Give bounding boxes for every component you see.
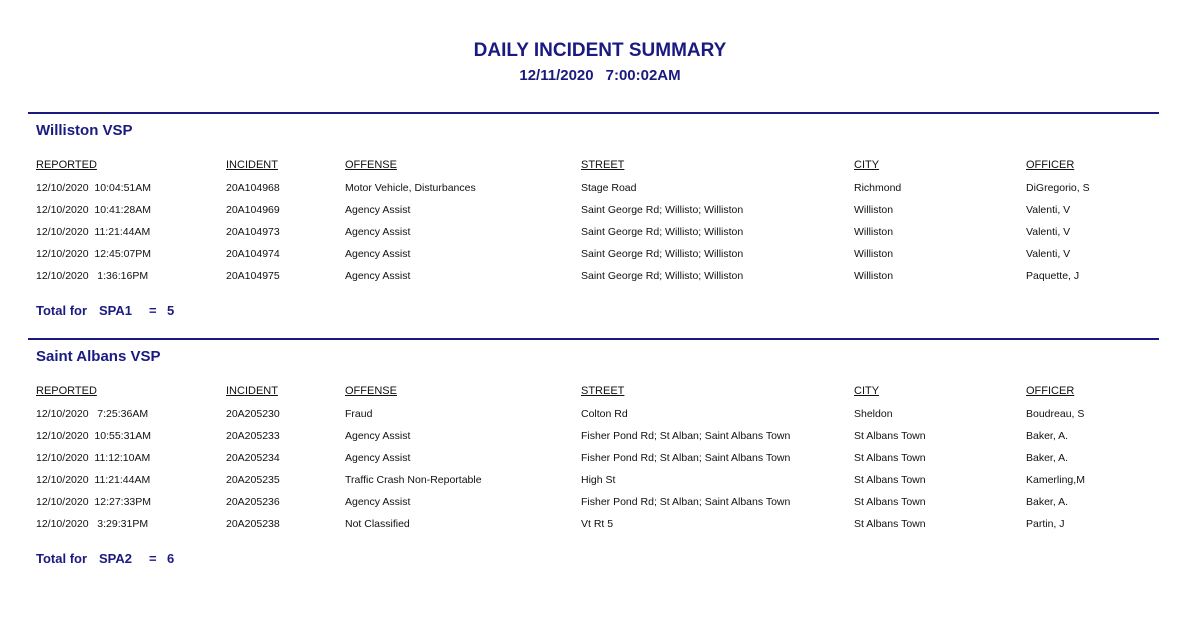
cell-incident: 20A205230 [226,408,280,420]
column-header-city: CITY [854,385,880,397]
section-total [36,303,174,318]
cell-officer: Kamerling,M [1026,474,1085,486]
cell-street: Saint George Rd; Willisto; Williston [581,226,744,238]
cell-offense: Agency Assist [345,452,411,464]
cell-city: Richmond [854,182,902,194]
report-datetime [0,67,1200,84]
table-row [28,518,1159,534]
cell-offense: Traffic Crash Non-Reportable [345,474,482,486]
total-count: 6 [167,551,175,566]
cell-offense: Agency Assist [345,496,411,508]
cell-reported: 12/10/2020 3:29:31PM [36,518,149,530]
table-row [28,248,1159,264]
cell-offense: Not Classified [345,518,410,530]
section-total [36,551,174,566]
cell-offense: Agency Assist [345,248,411,260]
cell-street: Fisher Pond Rd; St Alban; Saint Albans Town [581,430,791,442]
table-row [28,496,1159,512]
column-header-offense: OFFENSE [345,385,397,397]
cell-officer: DiGregorio, S [1026,182,1090,194]
cell-city: Sheldon [854,408,893,420]
section-title: Saint Albans VSP [36,348,161,365]
total-code: SPA1 [99,303,132,318]
cell-street: Vt Rt 5 [581,518,614,530]
table-row [28,182,1159,198]
column-header-offense: OFFENSE [345,159,397,171]
column-header-officer: OFFICER [1026,159,1075,171]
cell-reported: 12/10/2020 10:41:28AM [36,204,152,216]
cell-incident: 20A104969 [226,204,280,216]
cell-offense: Fraud [345,408,373,420]
total-label: Total for [36,303,88,318]
cell-reported: 12/10/2020 11:12:10AM [36,452,151,464]
report-title: DAILY INCIDENT SUMMARY [473,40,727,61]
cell-officer: Valenti, V [1026,226,1071,238]
cell-city: Williston [854,204,894,216]
cell-street: Saint George Rd; Willisto; Williston [581,270,744,282]
cell-offense: Agency Assist [345,226,411,238]
cell-reported: 12/10/2020 12:27:33PM [36,496,152,508]
section-williston [28,112,1159,332]
cell-city: Williston [854,226,894,238]
cell-city: St Albans Town [854,452,926,464]
cell-incident: 20A205235 [226,474,280,486]
cell-reported: 12/10/2020 11:21:44AM [36,226,151,238]
cell-incident: 20A104968 [226,182,280,194]
cell-street: Colton Rd [581,408,628,420]
column-header-city: CITY [854,159,880,171]
column-headers [28,159,1159,175]
column-header-officer: OFFICER [1026,385,1075,397]
cell-street: High St [581,474,616,486]
table-row [28,452,1159,468]
cell-city: Williston [854,248,894,260]
cell-city: St Albans Town [854,474,926,486]
section-divider [28,338,1159,340]
column-headers [28,385,1159,401]
cell-reported: 12/10/2020 7:25:36AM [36,408,149,420]
section-title: Williston VSP [36,122,133,139]
cell-officer: Boudreau, S [1026,408,1085,420]
cell-reported: 12/10/2020 1:36:16PM [36,270,149,282]
column-header-street: STREET [581,159,625,171]
cell-offense: Motor Vehicle, Disturbances [345,182,476,194]
cell-reported: 12/10/2020 10:04:51AM [36,182,152,194]
cell-incident: 20A205233 [226,430,280,442]
cell-city: St Albans Town [854,496,926,508]
column-header-incident: INCIDENT [226,385,278,397]
total-label: Total for [36,551,88,566]
cell-street: Fisher Pond Rd; St Alban; Saint Albans Town [581,452,791,464]
table-row [28,408,1159,424]
cell-offense: Agency Assist [345,430,411,442]
cell-street: Saint George Rd; Willisto; Williston [581,248,744,260]
cell-incident: 20A205238 [226,518,280,530]
cell-street: Fisher Pond Rd; St Alban; Saint Albans Town [581,496,791,508]
cell-officer: Valenti, V [1026,204,1071,216]
cell-officer: Baker, A. [1026,430,1069,442]
total-count: 5 [167,303,175,318]
cell-reported: 12/10/2020 10:55:31AM [36,430,152,442]
table-row [28,430,1159,446]
report-date: 12/11/2020 [519,67,594,84]
section-divider [28,112,1159,114]
cell-incident: 20A104974 [226,248,280,260]
cell-street: Saint George Rd; Willisto; Williston [581,204,744,216]
total-equals: = [149,551,157,566]
cell-reported: 12/10/2020 11:21:44AM [36,474,151,486]
cell-incident: 20A205236 [226,496,280,508]
cell-officer: Baker, A. [1026,496,1069,508]
total-equals: = [149,303,157,318]
column-header-reported: REPORTED [36,159,97,171]
cell-incident: 20A104973 [226,226,280,238]
cell-reported: 12/10/2020 12:45:07PM [36,248,152,260]
cell-incident: 20A205234 [226,452,280,464]
cell-officer: Valenti, V [1026,248,1071,260]
cell-officer: Baker, A. [1026,452,1069,464]
cell-city: St Albans Town [854,430,926,442]
cell-city: Williston [854,270,894,282]
table-row [28,474,1159,490]
table-row [28,204,1159,220]
cell-offense: Agency Assist [345,270,411,282]
total-code: SPA2 [99,551,132,566]
table-row [28,226,1159,242]
cell-officer: Paquette, J [1026,270,1080,282]
cell-city: St Albans Town [854,518,926,530]
column-header-reported: REPORTED [36,385,97,397]
section-saint-albans [28,338,1159,578]
column-header-incident: INCIDENT [226,159,278,171]
cell-incident: 20A104975 [226,270,280,282]
cell-street: Stage Road [581,182,637,194]
cell-offense: Agency Assist [345,204,411,216]
table-row [28,270,1159,286]
column-header-street: STREET [581,385,625,397]
report-time: 7:00:02AM [605,67,681,84]
cell-officer: Partin, J [1026,518,1065,530]
